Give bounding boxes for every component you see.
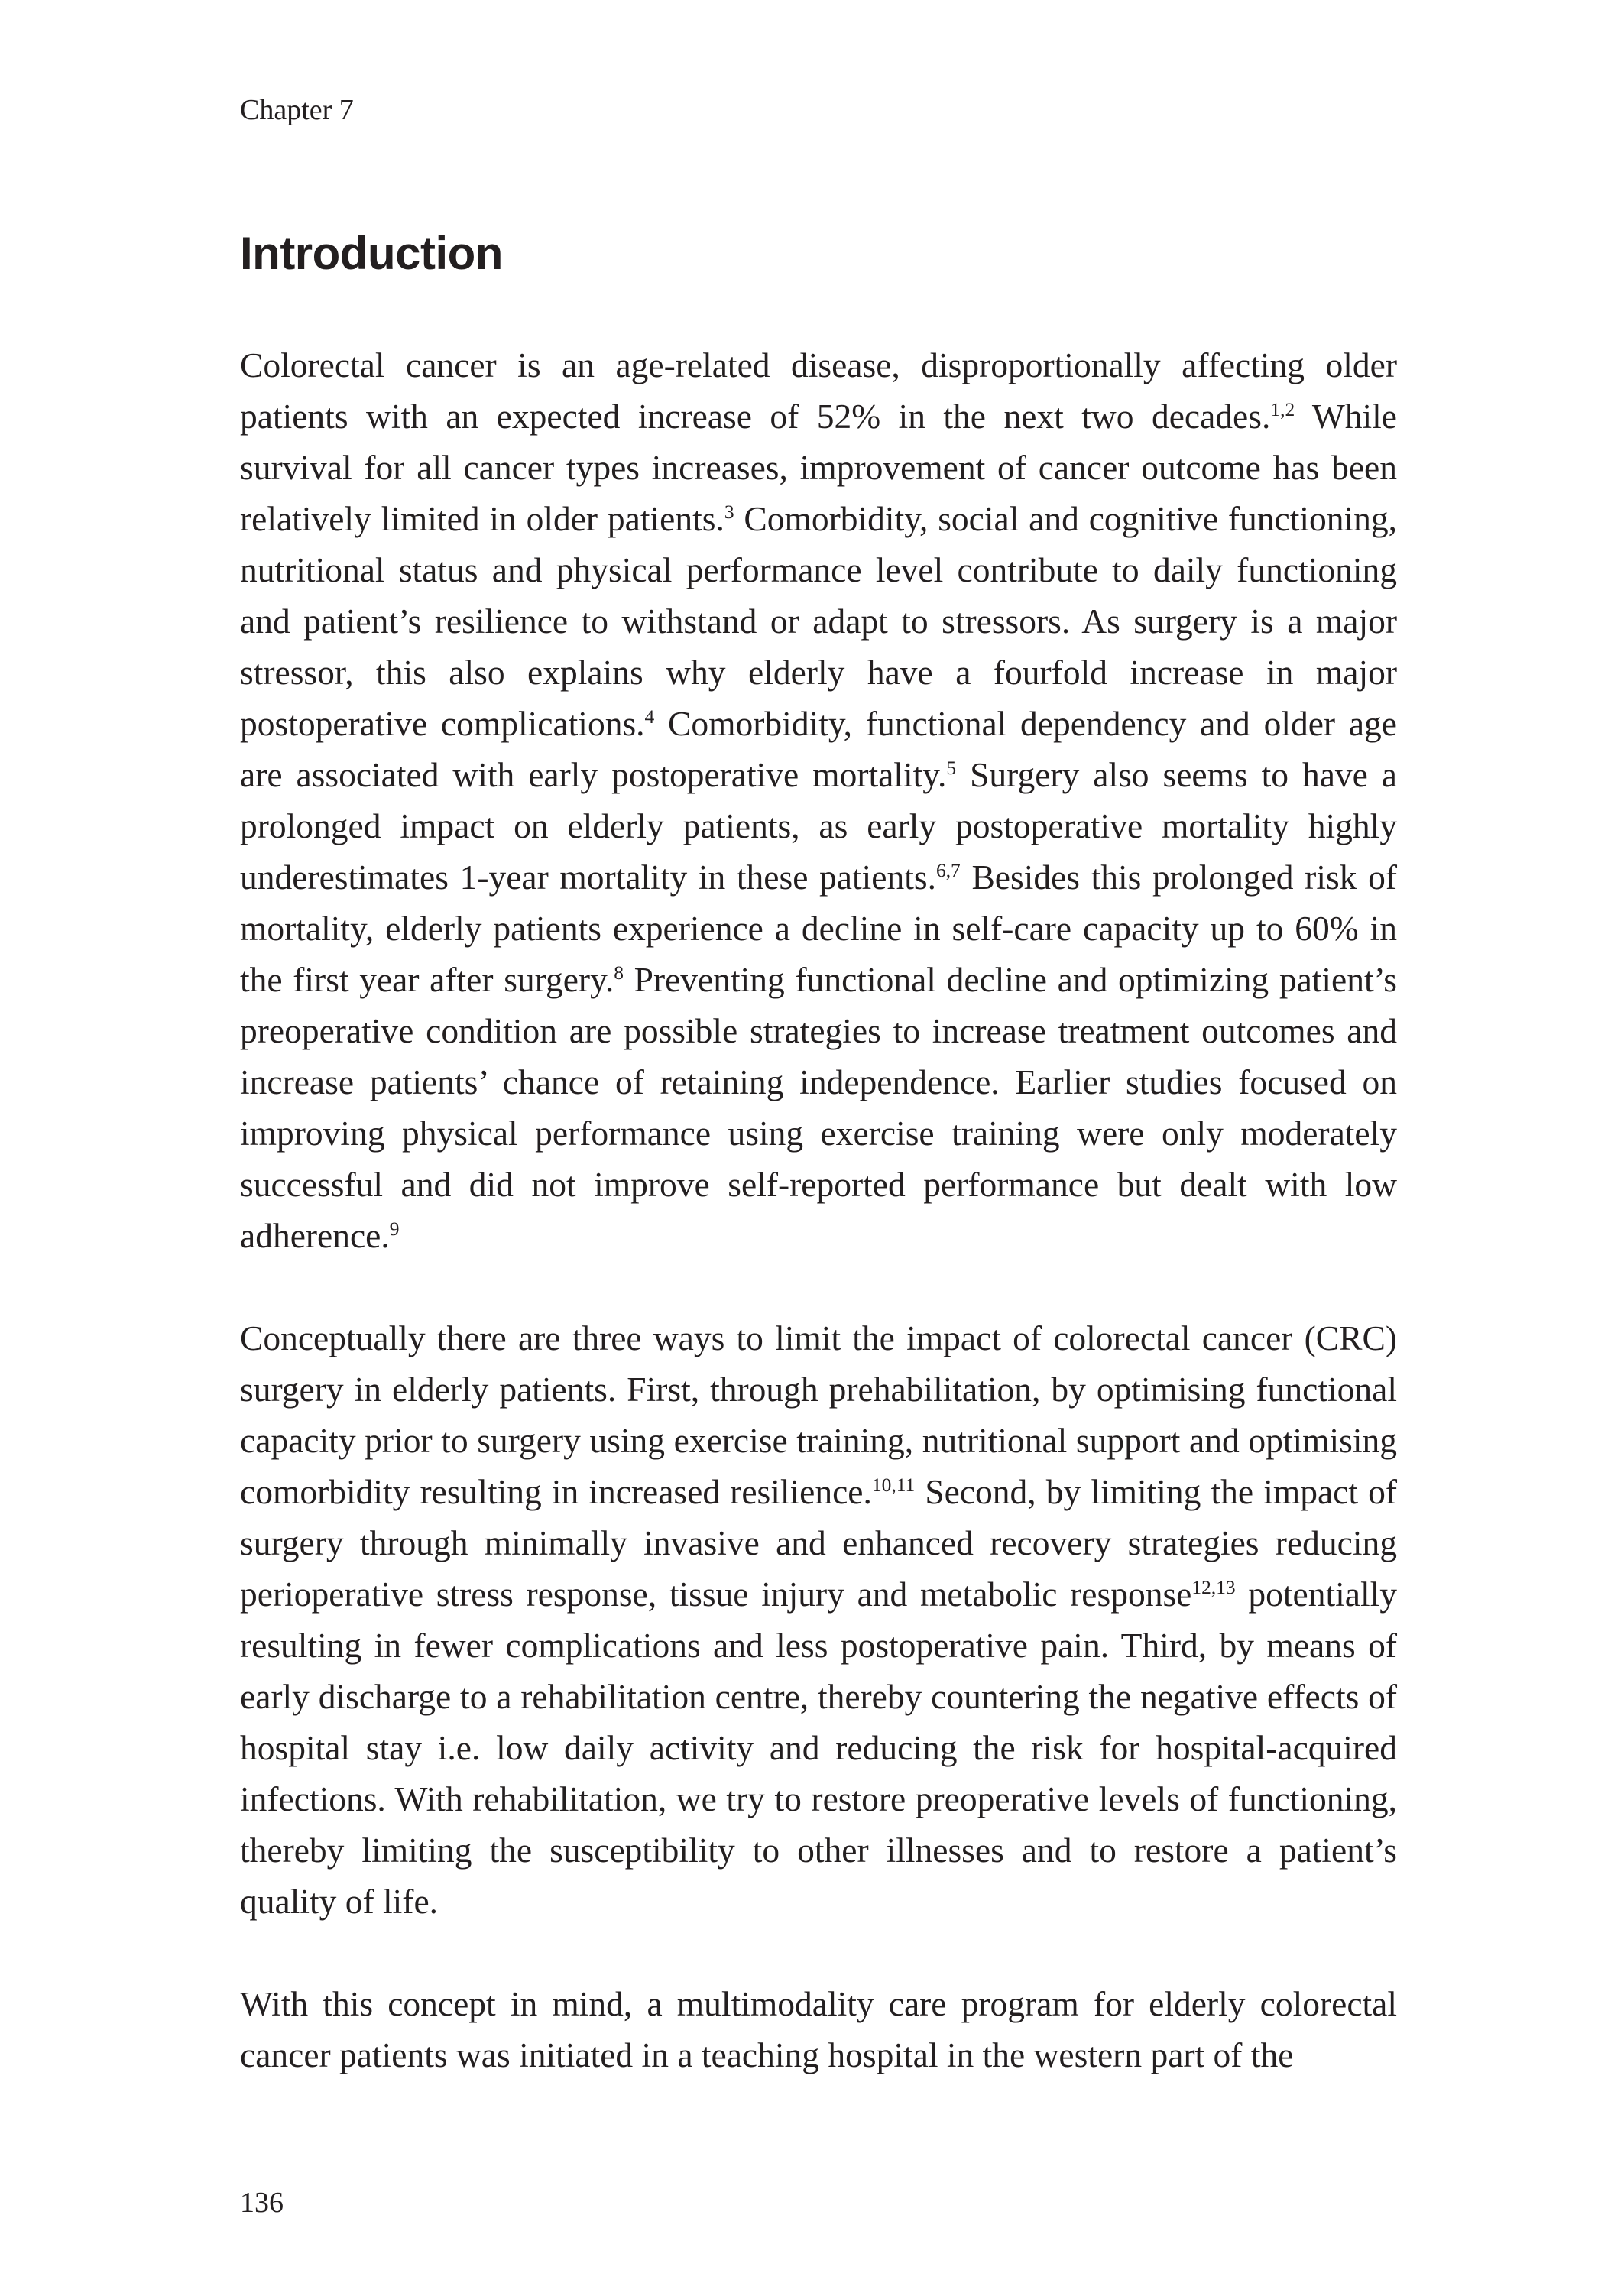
paragraph-text: Comorbidity, social and cognitive functioning, nutritional status and physical performance level contribute to daily functioning and patient’s resilience to withstand or adapt to stressors. As surgery is a major stressor, this also explains why elderly have a fourfold increase in major postoperative complications. (240, 499, 1397, 743)
paragraph-1 (240, 339, 1397, 1261)
paragraph-2 (240, 1312, 1397, 1927)
paragraph-3 (240, 1978, 1397, 2081)
running-head: Chapter 7 (240, 94, 354, 126)
citation-reference: 12,13 (1191, 1575, 1236, 1598)
page-number: 136 (240, 2187, 284, 2219)
paragraph-text: While survival for all cancer types increases, improvement of cancer outcome has been relatively limited in older patients. (240, 397, 1397, 538)
paragraph-text: Comorbidity, functional dependency and older age are associated with early postoperative mortality. (240, 704, 1397, 794)
section-heading: Introduction (240, 228, 503, 279)
citation-reference: 10,11 (871, 1473, 916, 1496)
citation-reference: 8 (614, 961, 624, 984)
citation-reference: 5 (946, 756, 957, 779)
paragraph-text: Besides this prolonged risk of mortality, elderly patients experience a decline in self-care capacity up to 60% in the first year after surgery. (240, 858, 1397, 999)
paragraph-text: potentially resulting in fewer complications and less postoperative pain. Third, by means of early discharge to a rehabilitation centre, thereby countering the negative effects of hospital stay i.e. low daily activity and reducing the risk for hospital-acquired infections. With rehabilitation, we try to restore preoperative levels of functioning, thereby limiting the susceptibility to other illnesses and to restore a patient’s quality of life. (240, 1575, 1397, 1921)
citation-reference: 1,2 (1270, 397, 1295, 420)
paragraph-text: Colorectal cancer is an age-related disease, disproportionally affecting older patients with an expected increase of 52% in the next two decades. (240, 345, 1397, 436)
paragraph-text: With this concept in mind, a multimodality care program for elderly colorectal cancer patients was initiated in a teaching hospital in the western part of the (240, 1984, 1397, 2074)
citation-reference: 9 (389, 1217, 400, 1240)
paragraph-text: Surgery also seems to have a prolonged impact on elderly patients, as early postoperative mortality highly underestimates 1-year mortality in these patients. (240, 755, 1397, 897)
body-text (240, 339, 1397, 2081)
paragraph-text: Second, by limiting the impact of surgery through minimally invasive and enhanced recovery strategies reducing perioperative stress response, tissue injury and metabolic response (240, 1472, 1397, 1614)
citation-reference: 6,7 (935, 858, 961, 881)
paragraph-text: Conceptually there are three ways to limit the impact of colorectal cancer (CRC) surgery in elderly patients. First, through prehabilitation, by optimising functional capacity prior to surgery using exercise training, nutritional support and optimising comorbidity resulting in increased resilience. (240, 1318, 1397, 1511)
citation-reference: 3 (724, 500, 734, 523)
citation-reference: 4 (644, 705, 655, 728)
paragraph-text: Preventing functional decline and optimizing patient’s preoperative condition are possible strategies to increase treatment outcomes and increase patients’ chance of retaining independence. Earlier studies focused on improving physical performance using exercise training were only moderately successful and did not improve self-reported performance but dealt with low adherence. (240, 960, 1397, 1255)
